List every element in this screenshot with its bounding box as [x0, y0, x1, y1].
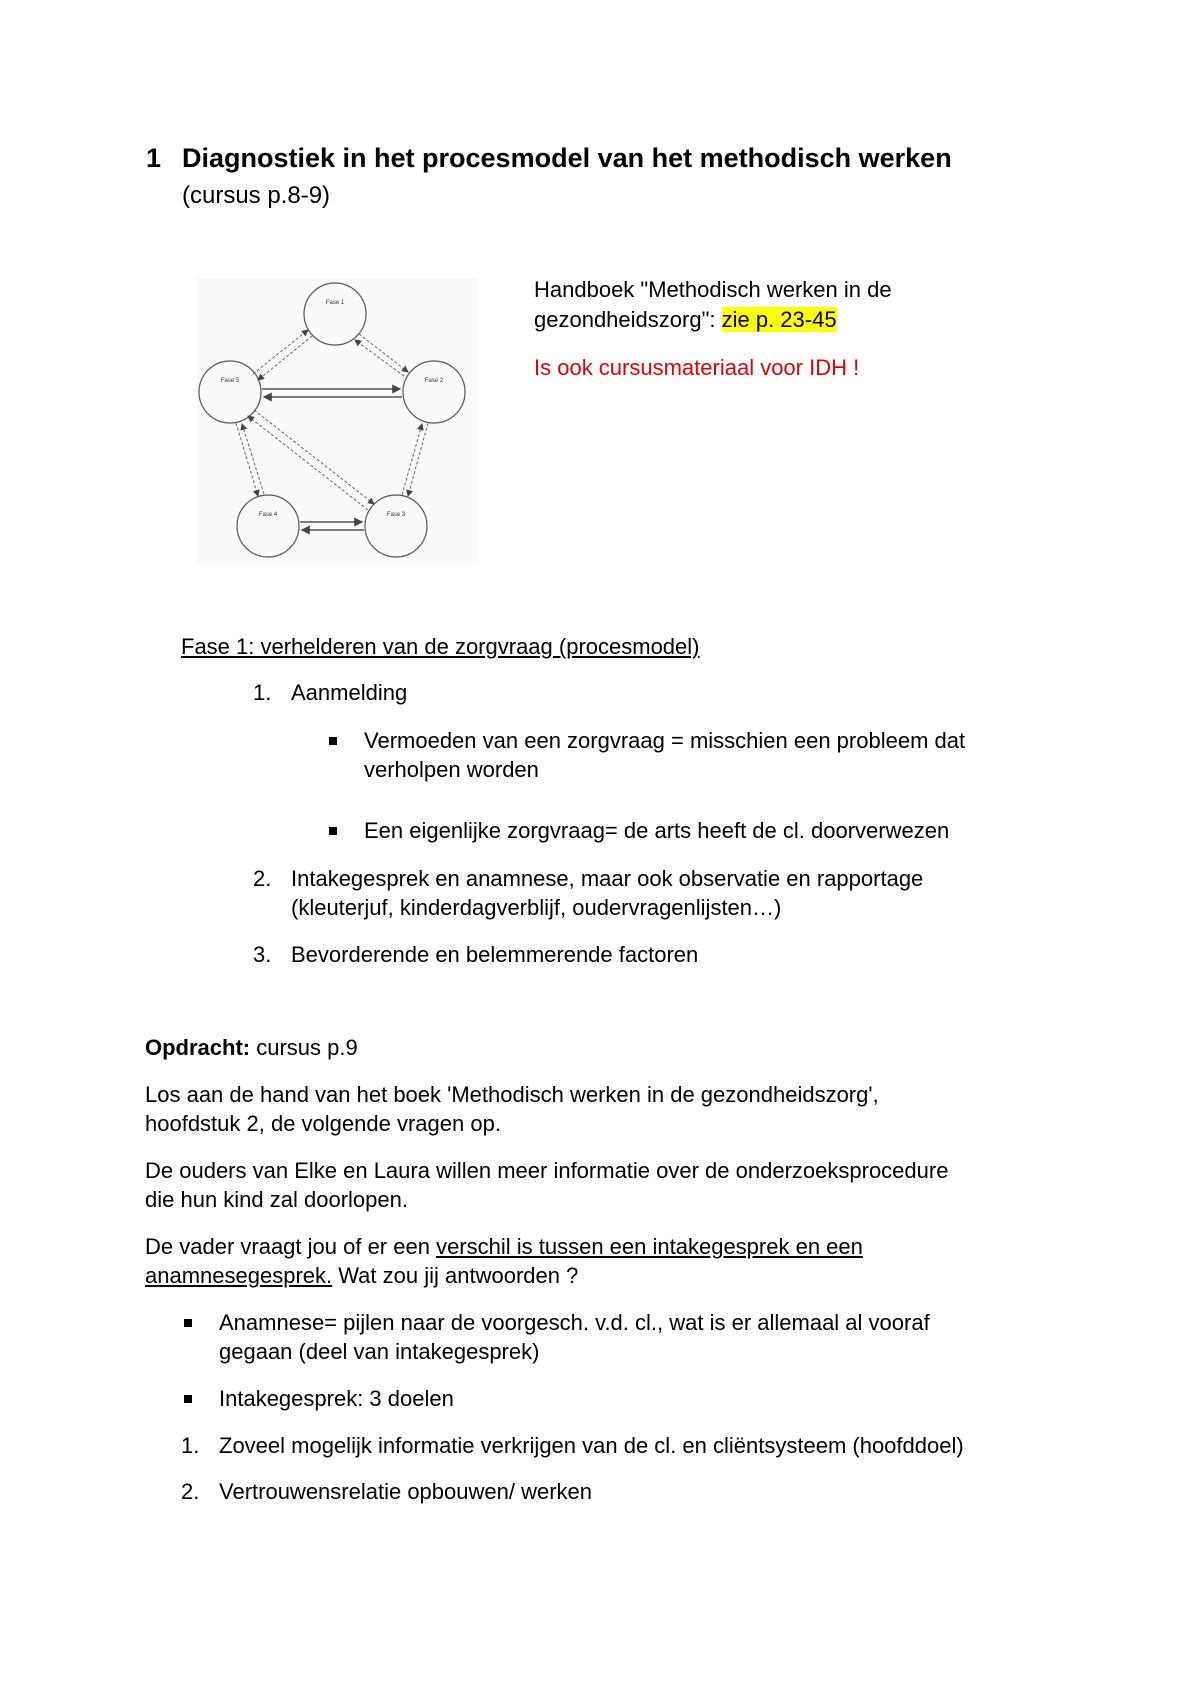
list-item-line: (kleuterjuf, kinderdagverblijf, oudervragenlijsten…): [291, 895, 782, 920]
section-number: 1: [146, 143, 162, 173]
assignment-heading: [145, 1033, 358, 1063]
phase-5-label: Fase 5: [220, 378, 240, 384]
phase-3-label: Fase 3: [386, 512, 406, 518]
section-subtitle: (cursus p.8-9): [182, 182, 331, 209]
assignment-reference: cursus p.9: [250, 1035, 358, 1060]
list-item: Aanmelding: [291, 680, 408, 705]
phase-4-label: Fase 4: [258, 512, 278, 518]
list-item: Vertrouwensrelatie opbouwen/ werken: [219, 1479, 593, 1504]
phase-5-node: [199, 361, 261, 423]
paragraph-line: die hun kind zal doorlopen.: [145, 1187, 408, 1212]
sub-bullet-line: verholpen worden: [364, 757, 539, 782]
paragraph-line: Los aan de hand van het boek 'Methodisch werken in de gezondheidszorg',: [145, 1082, 879, 1107]
list-item: Bevorderende en belemmerende factoren: [291, 942, 699, 967]
question-rest: Wat zou jij antwoorden ?: [332, 1263, 579, 1288]
phase-1-node: [304, 283, 366, 345]
handbook-reference-prefix: gezondheidszorg":: [534, 307, 722, 332]
question-line: [145, 1232, 863, 1262]
list-number: 3.: [253, 942, 272, 967]
answer-bullet-line: gegaan (deel van intakegesprek): [219, 1339, 540, 1364]
question-underlined: verschil is tussen een intakegesprek en een: [436, 1234, 863, 1259]
paragraph-line: De ouders van Elke en Laura willen meer informatie over de onderzoeksprocedure: [145, 1158, 949, 1183]
bullet-marker: [329, 737, 337, 745]
sub-bullet-line: Een eigenlijke zorgvraag= de arts heeft de cl. doorverwezen: [364, 818, 950, 843]
phase-1-label: Fase 1: [325, 300, 345, 306]
page-range-highlight: zie p. 23-45: [721, 307, 837, 332]
bullet-marker: [184, 1319, 192, 1327]
list-item-line: Intakegesprek en anamnese, maar ook observatie en rapportage: [291, 866, 924, 891]
paragraph-line: hoofdstuk 2, de volgende vragen op.: [145, 1111, 501, 1136]
question-underlined: anamnesegesprek.: [145, 1263, 333, 1288]
handbook-reference-line1: Handboek "Methodisch werken in de: [534, 277, 892, 302]
sub-bullet-line: Vermoeden van een zorgvraag = misschien een probleem dat: [364, 728, 966, 753]
phase-heading: Fase 1: verhelderen van de zorgvraag (procesmodel): [181, 634, 700, 659]
phase-2-node: [403, 361, 465, 423]
list-number: 2.: [253, 866, 272, 891]
bullet-marker: [184, 1395, 192, 1403]
assignment-label: Opdracht:: [145, 1035, 251, 1060]
list-number: 2.: [181, 1479, 200, 1504]
phase-2-label: Fase 2: [424, 378, 444, 384]
list-number: 1.: [181, 1433, 200, 1458]
question-prefix: De vader vraagt jou of er een: [145, 1234, 437, 1259]
list-number: 1.: [253, 680, 272, 705]
handbook-reference-line2: [534, 305, 837, 335]
phase-4-node: [237, 495, 299, 557]
process-model-svg: [196, 278, 478, 564]
process-model-diagram: [196, 278, 478, 564]
answer-bullet-line: Intakegesprek: 3 doelen: [219, 1386, 454, 1411]
answer-bullet-line: Anamnese= pijlen naar de voorgesch. v.d. cl., wat is er allemaal al vooraf: [219, 1310, 930, 1335]
section-title: Diagnostiek in het procesmodel van het methodisch werken: [182, 143, 952, 173]
phase-3-node: [365, 495, 427, 557]
question-line: [145, 1261, 578, 1291]
bullet-marker: [329, 827, 337, 835]
course-material-note: Is ook cursusmateriaal voor IDH !: [534, 355, 860, 380]
list-item: Zoveel mogelijk informatie verkrijgen van de cl. en cliëntsysteem (hoofddoel): [219, 1433, 964, 1458]
